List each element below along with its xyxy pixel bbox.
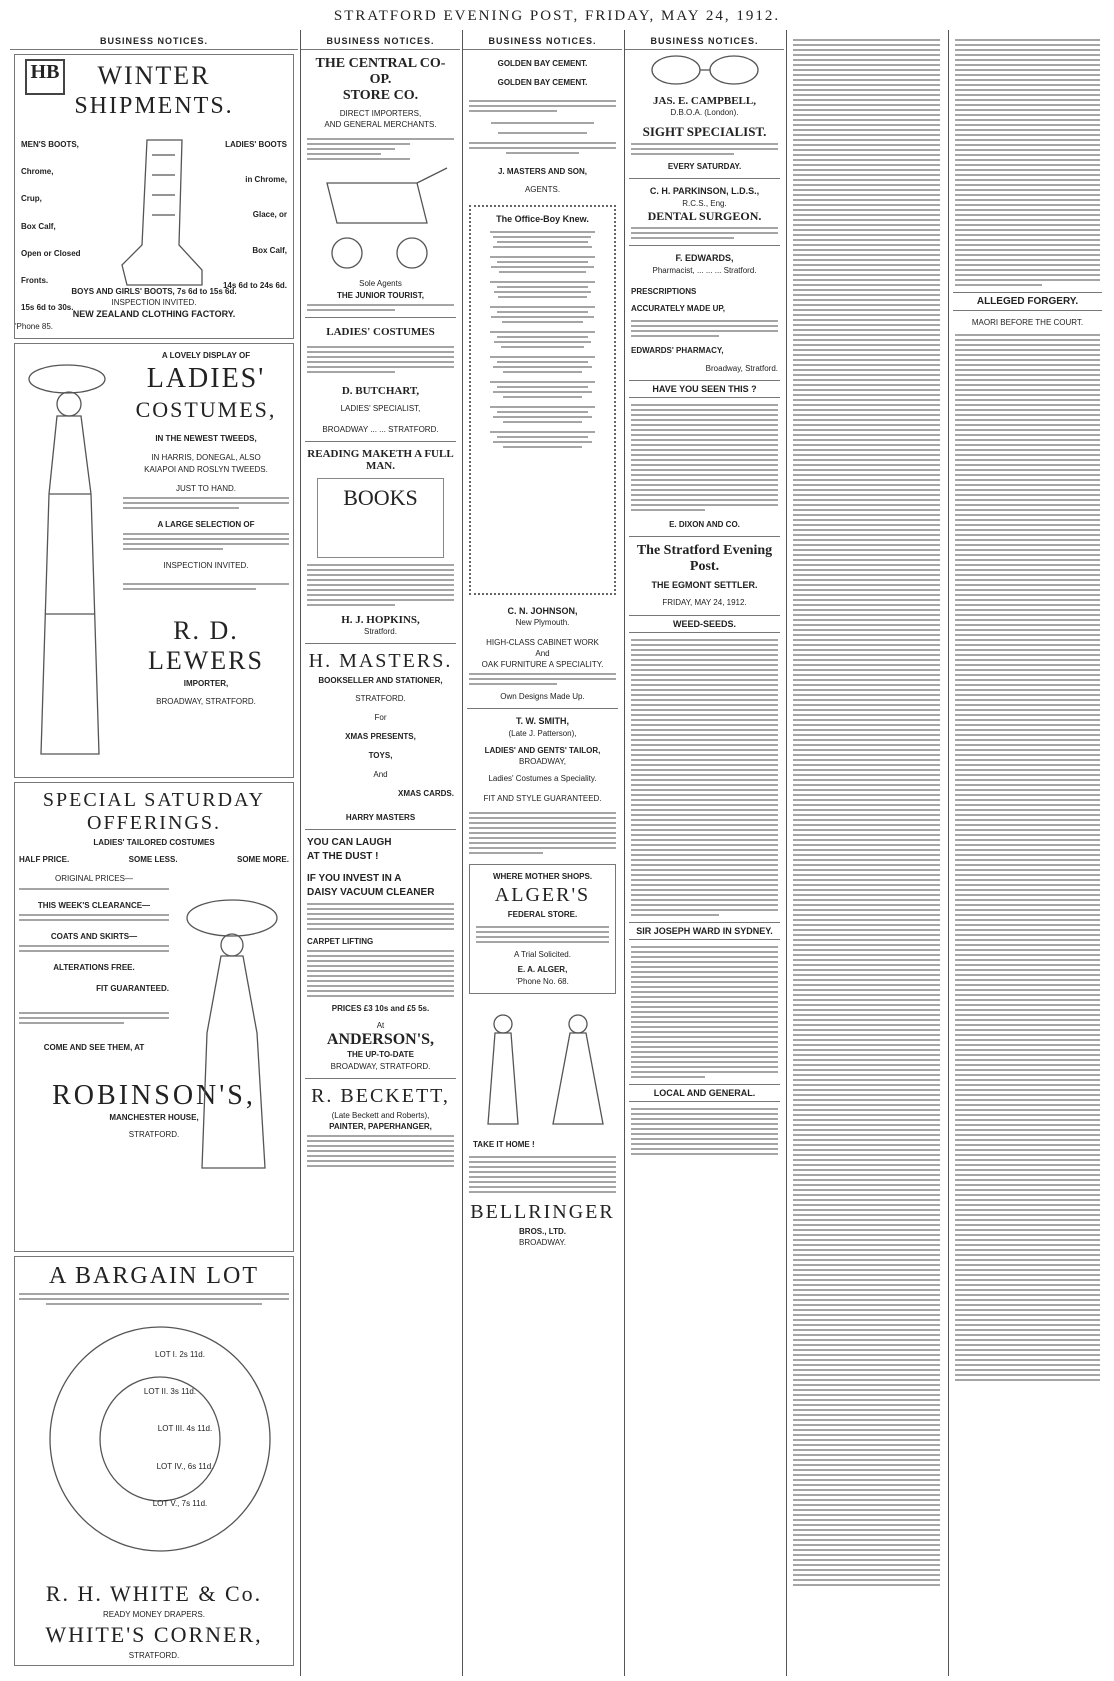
ad-title: IF YOU INVEST IN A [307,872,402,884]
ad-line: A LARGE SELECTION OF [157,519,255,529]
newspaper-title: The Stratford Evening Post. [636,542,773,574]
ad-line: XMAS CARDS. [397,789,454,799]
advertiser-name: BELLRINGER [470,1200,615,1223]
list-item: Glace, or [252,210,287,220]
ad-line: SOME LESS. [128,855,178,865]
column-1 [10,30,298,1676]
ad-title: A BARGAIN LOT [49,1263,259,1289]
cement-ad [463,58,622,195]
dixon-ad [625,404,784,530]
ladies-costumes-ad [14,343,294,778]
advertiser-name: H. J. HOPKINS, [341,614,420,627]
ad-line: BROADWAY, [519,757,566,767]
ad-line: For [374,712,387,722]
ad-line: EDWARDS' PHARMACY, [631,346,724,356]
ad-title: DENTAL SURGEON. [647,209,762,224]
ad-line: ORIGINAL PRICES— [55,874,133,884]
ad-line: KAIAPOI AND ROSLYN TWEEDS. [144,464,268,474]
advertiser-name: E. DIXON AND CO. [669,519,740,529]
poem-title: The Office-Boy Knew. [496,213,589,224]
ad-title: LADIES' COSTUMES [326,325,435,338]
ad-line: JUST TO HAND. [175,483,236,493]
article-body [625,639,784,916]
books-illustration-icon [317,478,444,558]
list-item: LOT II. 3s 11d. [143,1387,197,1397]
ad-title: GOLDEN BAY CEMENT. [497,78,588,88]
advertiser-name: D. BUTCHART, [341,384,420,397]
ad-line: STRATFORD. [128,1129,180,1139]
ad-title: READING MAKETH A FULL MAN. [307,448,454,473]
section-head: BUSINESS NOTICES. [463,30,622,50]
ad-line: IMPORTER, [183,679,229,689]
column-2 [300,30,460,1676]
ladies-boots-list [197,139,287,291]
article-heading: ALLEGED FORGERY. [953,292,1102,311]
list-item: LADIES' BOOTS [225,140,287,149]
issue-date: FRIDAY, MAY 24, 1912. [662,598,747,608]
saturday-offerings-ad [14,782,294,1252]
list-item: Box Calf, [252,245,287,255]
ad-line: OAK FURNITURE A SPECIALITY. [481,659,604,669]
advertiser-name: ALGER'S [494,884,591,906]
coop-ad [301,56,460,311]
ad-line: IN HARRIS, DONEGAL, ALSO [151,453,261,463]
ad-line: WHERE MOTHER SHOPS. [492,871,593,881]
section-head: BUSINESS NOTICES. [10,30,298,50]
ad-line: And [373,770,388,780]
ad-line: TAKE IT HOME ! [473,1139,535,1149]
ad-line: INSPECTION INVITED. [163,561,249,571]
advertiser-name: R. H. WHITE & Co. [45,1580,263,1606]
advertiser-name: C. H. PARKINSON, L.D.S., [649,186,760,197]
ad-title: SHIPMENTS. [74,93,234,119]
advertiser-name: ANDERSON'S, [326,1031,435,1049]
advertiser-name: H. MASTERS. [308,650,453,673]
advertiser-name: C. N. JOHNSON, [507,605,578,616]
alger-ad [469,864,616,994]
boot-illustration-icon [107,135,207,295]
ad-footer [15,286,293,332]
ad-line: And [535,648,550,658]
ad-line: Own Designs Made Up. [500,692,585,702]
books-label: BOOKS [343,485,418,511]
ad-line: BROADWAY ... ... STRATFORD. [322,424,439,434]
article-heading: WEED-SEEDS. [629,615,780,633]
list-item: 14s 6d to 24s 6d. [222,280,287,290]
list-item: MEN'S BOOTS, [21,140,79,149]
ad-line: BOOKSELLER AND STATIONER, [318,676,443,686]
ad-line: FIT AND STYLE GUARANTEED. [483,793,602,803]
ad-line: BROS., LTD. [519,1226,566,1236]
saturday-text [19,873,169,1053]
advertiser-name: F. EDWARDS, [675,253,734,264]
price-line: PRICES £3 10s and £5 5s. [331,1004,430,1013]
ad-line: COATS AND SKIRTS— [50,931,138,941]
campbell-ad [625,50,784,172]
ad-title: DAISY VACUUM CLEANER [307,886,435,898]
ad-line: BOYS AND GIRLS' BOOTS, 7s 6d to 15s 6d. [71,286,237,296]
ad-line: INSPECTION INVITED. [111,298,197,308]
ad-line: DIRECT IMPORTERS, [339,109,422,118]
costumes-text [123,350,289,707]
ad-line: E. A. ALGER, [517,965,568,975]
lady-hat-illustration-icon [177,893,287,1173]
advertiser-name: R. BECKETT, [311,1084,450,1107]
advertiser-name: JAS. E. CAMPBELL, [653,95,756,107]
ad-line: FEDERAL STORE. [507,910,578,919]
anderson-ad [301,836,460,1072]
hopkins-ad [301,448,460,637]
ad-line: R.C.S., Eng. [682,198,727,208]
couple-illustration-icon [463,1004,622,1134]
ad-line: THE EGMONT SETTLER. [651,579,758,590]
ad-line: BROADWAY. [519,1238,566,1248]
ad-line: (Late Beckett and Roberts), [331,1110,430,1120]
advertiser-name: T. W. SMITH, [516,716,569,727]
poem-box [469,205,616,595]
ad-line: READY MONEY DRAPERS. [103,1609,205,1619]
column-5 [786,30,946,1676]
ad-title: AT THE DUST ! [307,850,379,862]
smith-ad [463,715,622,854]
ad-line: Broadway, Stratford. [705,363,778,373]
ad-line: LADIES' TAILORED COSTUMES [93,838,215,847]
ad-title: LADIES' [146,363,266,395]
column-6 [948,30,1106,1676]
list-item: LOT I. 2s 11d. [155,1350,205,1359]
advertiser-name: J. MASTERS AND SON, [497,167,588,177]
article-body [625,1108,784,1155]
ad-title: SPECIAL SATURDAY [42,789,266,811]
list-item: Open or Closed [21,248,81,258]
ad-line: At [376,1021,385,1031]
list-item: Fronts. [21,275,49,285]
ad-line: THIS WEEK'S CLEARANCE— [37,900,151,910]
ad-line: NEW ZEALAND CLOTHING FACTORY. [72,309,236,320]
article-body [949,334,1106,1381]
ad-title: OFFERINGS. [87,812,221,834]
ad-line: Stratford. [364,627,397,637]
ad-line: HARRY MASTERS [345,812,416,822]
list-item: 15s 6d to 30s. [21,303,74,313]
ad-line: Sole Agents [359,279,402,289]
article-heading: HAVE YOU SEEN THIS ? [629,380,780,398]
section-head: BUSINESS NOTICES. [625,30,784,50]
ad-footer [15,1579,293,1661]
ad-line: Pharmacist, ... ... ... Stratford. [652,265,757,275]
masthead: STRATFORD EVENING POST, FRIDAY, MAY 24, 1912. [333,8,781,24]
list-item: LOT IV., 6s 11d. [156,1461,214,1471]
article-heading: SIR JOSEPH WARD IN SYDNEY. [629,922,780,940]
beckett-ad [301,1085,460,1167]
ad-line: THE UP-TO-DATE [347,1050,414,1060]
ad-line: HALF PRICE. [19,855,70,865]
ad-line: IN THE NEWEST TWEEDS, [155,434,257,444]
ad-line: COME AND SEE THEM, AT [43,1043,145,1053]
ad-line: SOME MORE. [236,855,289,865]
ad-title: WINTER [97,61,211,90]
advertiser-name: ROBINSON'S, [52,1079,256,1111]
lots-list [95,1349,235,1509]
article-subheading: MAORI BEFORE THE COURT. [971,318,1084,327]
masters-ad [301,650,460,823]
ad-line: AND GENERAL MERCHANTS. [324,120,437,130]
article-body [787,30,946,1586]
ad-line: 'Phone No. 68. [516,976,569,986]
ad-line: A Trial Solicited. [514,950,571,960]
ad-title: ACCURATELY MADE UP, [631,304,725,314]
ad-title: YOU CAN LAUGH [307,836,392,848]
ad-line: EVERY SATURDAY. [667,162,742,172]
ad-title: STORE CO. [342,88,419,103]
phone-line: 'Phone 85. [15,321,54,331]
list-item: LOT V., 7s 11d. [152,1498,208,1508]
ad-title: THE CENTRAL CO-OP. [315,56,446,87]
pram-illustration-icon [307,163,455,273]
article-heading: LOCAL AND GENERAL. [629,1084,780,1102]
column-4 [624,30,784,1676]
newspaper-page [10,30,1106,1676]
column-3 [462,30,622,1676]
ad-line: TOYS, [368,751,393,761]
ad-title: PRESCRIPTIONS [631,286,697,296]
ad-line: XMAS PRESENTS, [345,731,416,741]
ad-line: MANCHESTER HOUSE, [109,1112,199,1122]
parkinson-ad [625,185,784,239]
list-item: LOT III. 4s 11d. [157,1424,213,1434]
ad-line: THE JUNIOR TOURIST, [337,290,424,300]
editorial-masthead [625,543,784,609]
ad-line: A LOVELY DISPLAY OF [161,351,251,360]
ad-title: CARPET LIFTING [307,936,374,946]
butchart-ad [301,326,460,435]
ad-line: (Late J. Patterson), [508,728,577,738]
lady-figure-illustration-icon [19,354,119,764]
ad-line: D.B.O.A. (London). [670,108,739,117]
ad-line: STRATFORD. [355,693,406,703]
ad-line: BROADWAY, STRATFORD. [330,1061,431,1071]
ad-line: HIGH-CLASS CABINET WORK [486,637,599,647]
ad-line: Ladies' Costumes a Speciality. [488,774,597,784]
ad-title: COSTUMES, [135,397,277,423]
list-item: Box Calf, [21,221,56,231]
advertiser-name: R. D. LEWERS [148,616,264,676]
ad-line: BROADWAY, STRATFORD. [156,696,256,706]
ad-line: LADIES' AND GENTS' TAILOR, [484,746,601,756]
ad-line: New Plymouth. [515,618,570,628]
ad-title: WHITE'S CORNER, [45,1621,263,1647]
article-body [625,946,784,1078]
winter-shipments-ad [14,54,294,339]
ad-line: PAINTER, PAPERHANGER, [329,1121,432,1131]
ad-title: GOLDEN BAY CEMENT. [497,59,588,68]
list-item: Chrome, [21,167,54,177]
ad-title: SIGHT SPECIALIST. [642,124,767,140]
logo-icon: HB [25,59,65,95]
price-row [19,854,289,865]
bargain-lot-ad [14,1256,294,1666]
edwards-ad [625,252,784,374]
ad-line: STRATFORD. [128,1650,180,1660]
article-body [949,30,1106,286]
spectacles-icon [631,50,779,90]
johnson-ad [463,605,622,703]
ad-line: AGENTS. [524,184,561,194]
ad-line: ALTERATIONS FREE. [53,962,135,972]
list-item: Crup, [21,194,42,204]
section-head: BUSINESS NOTICES. [301,30,460,50]
ad-line: FIT GUARANTEED. [96,984,169,994]
list-item: in Chrome, [245,175,287,185]
ad-line: LADIES' SPECIALIST, [340,403,421,413]
